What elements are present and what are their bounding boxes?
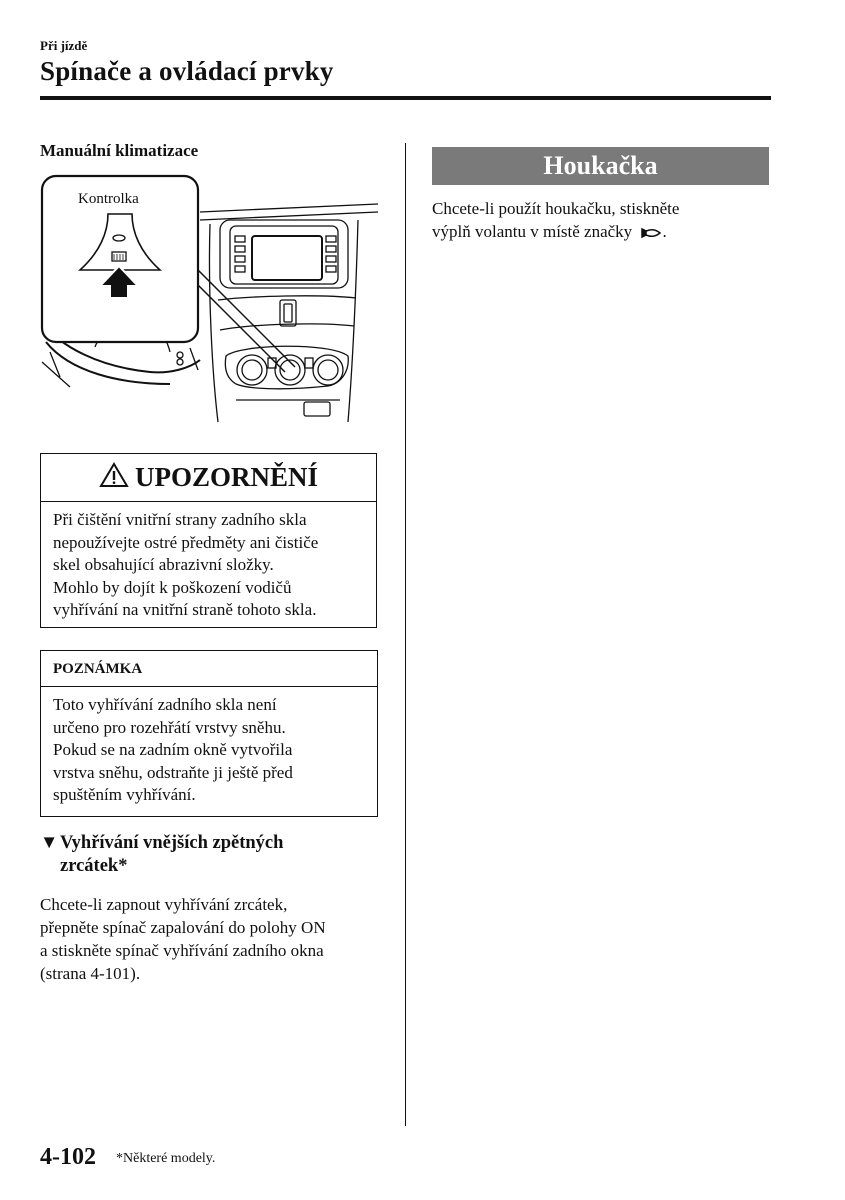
subheading-manual-ac: Manuální klimatizace xyxy=(40,141,199,160)
footnote: *Některé modely. xyxy=(116,1151,216,1166)
column-divider xyxy=(405,143,406,1126)
note-title: POZNÁMKA xyxy=(41,651,377,687)
body-line: (strana 4-101). xyxy=(40,964,141,983)
note-box xyxy=(40,650,378,817)
warning-triangle-icon xyxy=(99,462,129,493)
warning-line: Při čištění vnitřní strany zadního skla xyxy=(53,510,307,529)
note-line: Toto vyhřívání zadního skla není xyxy=(53,695,277,714)
body-line: a stiskněte spínač vyhřívání zadního okna xyxy=(40,941,324,960)
dashboard-illustration xyxy=(40,172,380,430)
body-line: přepněte spínač zapalování do polohy ON xyxy=(40,918,326,937)
warning-line: vyhřívání na vnitřní straně tohoto skla. xyxy=(53,600,317,619)
note-line: vrstva sněhu, odstraňte ji ještě před xyxy=(53,762,293,782)
heading-line: Vyhřívání vnějších zpětných xyxy=(60,833,284,853)
warning-line: skel obsahující abrazivní složky. xyxy=(53,555,274,574)
note-body xyxy=(53,694,371,807)
title-rule xyxy=(40,96,771,100)
warning-line: Mohlo by dojít k poškození vodičů xyxy=(53,577,292,597)
body-line: Chcete-li zapnout vyhřívání zrcátek, xyxy=(40,895,288,914)
page-number: 4-102 xyxy=(40,1144,96,1170)
mirror-heater-body xyxy=(40,893,380,985)
figure-callout-label: Kontrolka xyxy=(78,191,139,207)
horn-icon xyxy=(640,222,662,245)
body-line: výplň volantu v místě značky xyxy=(432,222,633,241)
warning-header xyxy=(41,454,376,502)
page-title: Spínače a ovládací prvky xyxy=(40,56,334,86)
warning-body xyxy=(53,509,371,622)
section-label: Při jízdě xyxy=(40,38,88,53)
mirror-heater-heading xyxy=(40,832,380,878)
heading-line: zrcátek* xyxy=(60,856,128,876)
warning-line: nepoužívejte ostré předměty ani čističe xyxy=(53,532,319,552)
note-line: spuštěním vyhřívání. xyxy=(53,785,196,804)
horn-body xyxy=(432,197,772,245)
horn-section-banner: Houkačka xyxy=(432,147,769,185)
body-line: Chcete-li použít houkačku, stiskněte xyxy=(432,199,680,218)
body-line-end: . xyxy=(662,222,667,241)
warning-box xyxy=(40,453,377,628)
warning-title: UPOZORNĚNÍ xyxy=(134,462,318,492)
note-line: Pokud se na zadním okně vytvořila xyxy=(53,740,293,759)
note-line: určeno pro rozehřátí vrstvy sněhu. xyxy=(53,717,286,737)
triangle-marker-icon: ▼ xyxy=(40,833,59,853)
